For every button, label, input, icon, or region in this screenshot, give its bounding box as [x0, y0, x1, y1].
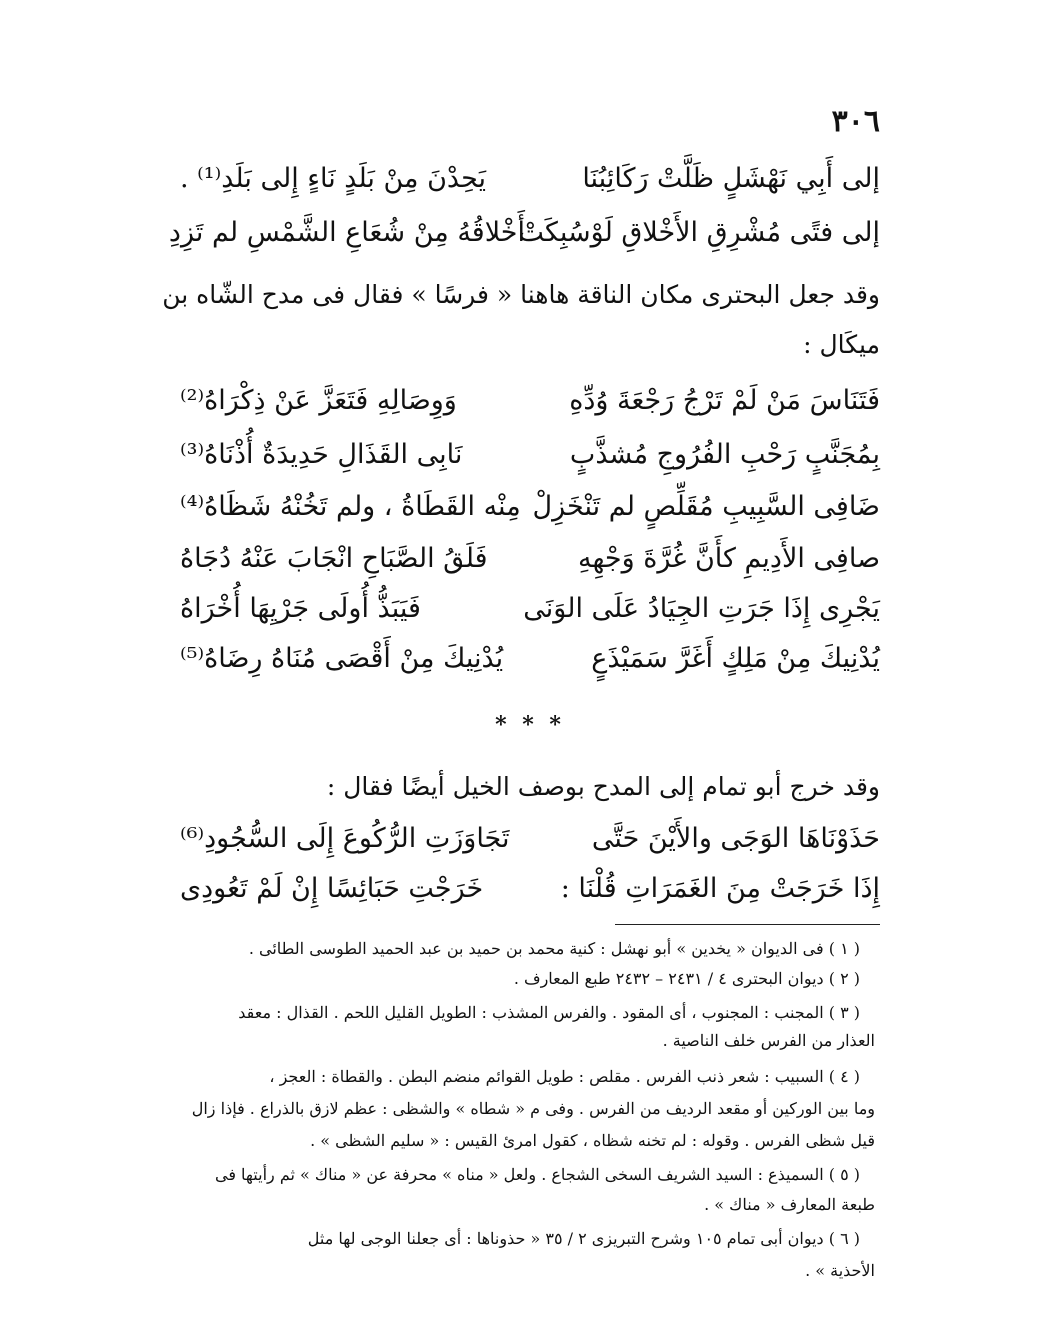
verse-line — [180, 536, 880, 582]
verse-first-hemistich: يَجْرِى إِذَا جَرَتِ الجِيَادُ عَلَى الوَنَى — [523, 593, 880, 624]
verse-first-hemistich: بِمُجَنَّبٍ رَحْبِ الفُرُوجِ مُشذَّبٍ — [569, 439, 880, 470]
footnote-line: ( ٢ ) ديوان البحترى ٤ / ٢٤٣١ – ٢٤٣٢ طبع المعارف . — [513, 969, 860, 988]
footnote-line: ( ٤ ) السبيب : شعر ذنب الفرس . مقلص : طويل القوائم منضم البطن . والقطاة : العجز ، — [269, 1067, 860, 1086]
verse-second-hemistich: خَرَجْتِ حَبَائِسًا إِنْ لَمْ تَعُودِى — [180, 873, 484, 904]
verse-first-hemistich: فَتَنَاسَ مَنْ لَمْ تَرْجُ رَجْعَةَ وُدِّهِ — [569, 385, 880, 416]
verse-line — [180, 156, 880, 202]
verse-first-hemistich: إلى أَبِي نَهْشَلٍ ظَلَّتْ رَكَائِبُنَا — [582, 163, 880, 194]
verse-first-hemistich: صافِى الأَدِيمِ كأَنَّ غُرَّةَ وَجْهِهِ — [577, 543, 880, 574]
verse-second-hemistich: نَابِى القَذَالِ حَدِيدَةٌ أُذْنَاهُ⁽³⁾ — [180, 439, 463, 470]
prose-paragraph-line: ميكَال : — [803, 330, 880, 359]
verse-line — [180, 636, 880, 682]
footnote-line: الأحذية » . — [805, 1261, 875, 1280]
verse-second-hemistich: فَلَقُ الصَّبَاحِ انْجَابَ عَنْهُ دُجَاهُ — [180, 543, 488, 574]
verse-first-hemistich: ضَافِى السَّبِيبِ مُقَلِّصٍ لم تَنْخَزِلْ — [532, 491, 880, 522]
footnote-divider — [615, 924, 880, 925]
verse-first-hemistich: يُدْنِيكَ مِنْ مَلِكٍ أَغَرَّ سَمَيْذَعٍ — [591, 643, 880, 674]
verse-line — [168, 210, 880, 256]
footnote-line: ( ١ ) فى الديوان « يخدين » أبو نهشل : كنية محمد بن حميد بن عبد الحميد الطوسى الطائى . — [248, 939, 860, 958]
footnote-line: وما بين الوركين أو مقعد الرديف من الفرس . وفى م « شطاه » والشظى : عظم لازق بالذراع . فإذا زال — [191, 1099, 875, 1118]
verse-second-hemistich: تَجَاوَزَتِ الرُّكُوعَ إِلَى السُّجُودِ⁽⁶⁾ — [180, 823, 510, 854]
footnote-line: ( ٣ ) المجنب : المجنوب ، أى المقود . والفرس المشذب : الطويل القليل اللحم . القذال : معقد — [238, 1003, 860, 1022]
verse-line — [180, 816, 880, 862]
footnote-line: ( ٥ ) السميذع : السيد الشريف السخى الشجاع . ولعل « مناه » محرفة عن « مناك » ثم رأيتها فى — [214, 1165, 860, 1184]
verse-line — [180, 432, 880, 478]
verse-line — [180, 378, 880, 424]
footnote-line: قيل شظى الفرس . وقوله : لم تخنه شظاه ، كقول امرئ القيس : « سليم الشظى » . — [310, 1131, 875, 1150]
section-separator: * * * — [495, 712, 565, 738]
prose-paragraph-line: وقد خرج أبو تمام إلى المدح بوصف الخيل أيضًا فقال : — [326, 772, 880, 801]
verse-second-hemistich: مِنْه القَطَاةُ ، ولم تَخُنْهُ شَظَاهُ⁽⁴⁾ — [180, 491, 521, 522]
verse-line — [180, 866, 880, 912]
footnote-line: العذار من الفرس خلف الناصية . — [662, 1031, 875, 1050]
verse-second-hemistich: وَوِصَالِهِ فَتَعَزَّ عَنْ ذِكْرَاهُ⁽²⁾ — [180, 385, 457, 416]
verse-second-hemistich: أَخْلاقُهُ مِنْ شُعَاعِ الشَّمْسِ لم تَزِدِ — [168, 217, 525, 248]
verse-second-hemistich: يُدْنِيكَ مِنْ أَقْصَى مُنَاهُ رِضَاهُ⁽⁵⁾ — [180, 643, 504, 674]
verse-second-hemistich: يَحِدْنَ مِنْ بَلَدٍ نَاءٍ إِلى بَلَدِ⁽¹⁾ . — [180, 163, 487, 194]
footnote-line: ( ٦ ) ديوان أبى تمام ١٠٥ وشرح التبريزى ٢ / ٣٥ « حذوناها : أى جعلنا الوجى لها مثل — [307, 1229, 860, 1248]
page-number: ٣٠٦ — [831, 104, 880, 139]
verse-line — [180, 586, 880, 632]
footnote-line: طبعة المعارف « مناك » . — [704, 1195, 875, 1214]
verse-second-hemistich: فَيَبَذُّ أُولَى جَرْيِهَا أُخْرَاهُ — [180, 593, 421, 624]
verse-line — [180, 484, 880, 530]
verse-first-hemistich: إِذَا خَرَجَتْ مِنَ الغَمَرَاتِ قُلْنَا : — [560, 873, 880, 904]
verse-first-hemistich: حَذَوْنَاهَا الوَجَى والأَيْنَ حَتَّى — [591, 823, 880, 854]
prose-paragraph-line: وقد جعل البحترى مكان الناقة هاهنا « فرسًا » فقال فى مدح الشّاه بن — [162, 280, 880, 309]
verse-first-hemistich: إلى فتًى مُشْرِقِ الأَخْلاقِ لَوْسُبِكَتْ — [518, 217, 880, 248]
